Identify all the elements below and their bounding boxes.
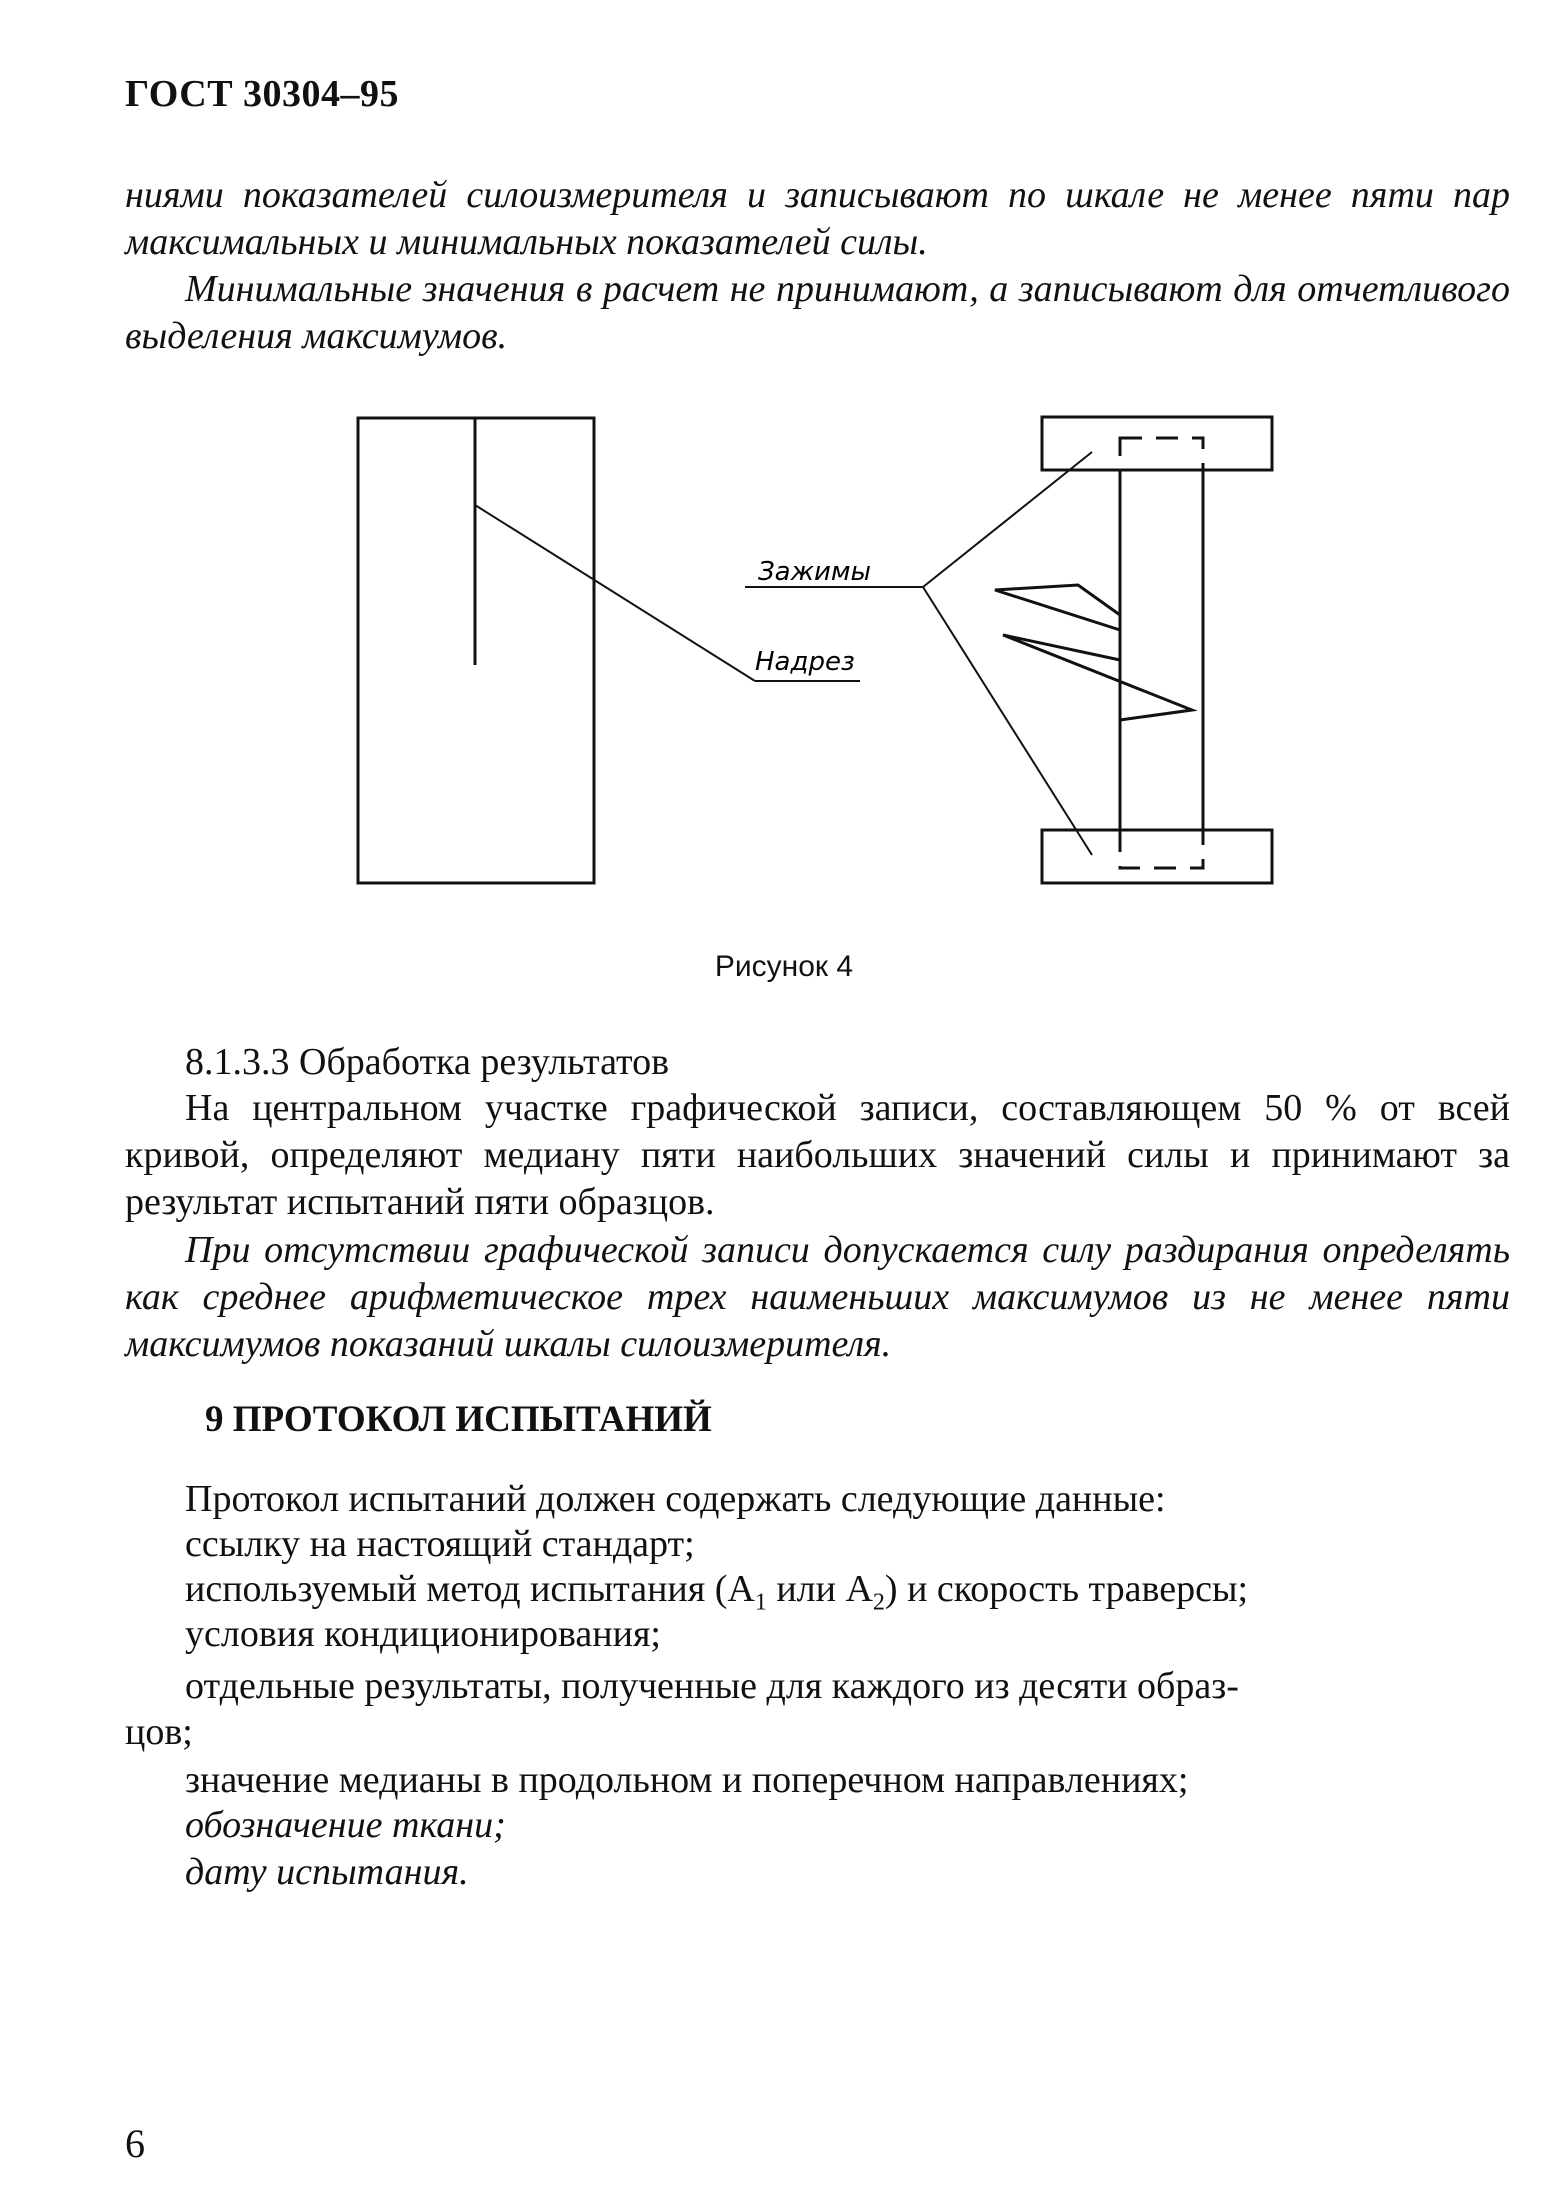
lower-clamp bbox=[1042, 830, 1272, 883]
protocol-item-fabric: обозначение ткани; bbox=[185, 1804, 506, 1846]
intro-paragraph-1: ниями показателей силоизмерителя и записывают по шкале не менее пяти пар максимальных и минимальных показателей силы. bbox=[125, 174, 1510, 263]
method-text-b: или А bbox=[766, 1568, 873, 1610]
method-sub-1: 1 bbox=[754, 1589, 767, 1616]
clamps-leader-lower bbox=[923, 587, 1092, 855]
torn-flap-upper bbox=[995, 585, 1120, 630]
protocol-item-median: значение медианы в продольном и поперечном направлениях; bbox=[185, 1759, 1189, 1801]
method-sub-2: 2 bbox=[872, 1589, 885, 1616]
notch-label: Надрез bbox=[755, 647, 855, 677]
notch-leader-line bbox=[475, 505, 755, 681]
subsection-title: 8.1.3.3 Обработка результатов bbox=[185, 1041, 670, 1083]
page-number: 6 bbox=[125, 2121, 145, 2166]
protocol-item-conditioning: условия кондиционирования; bbox=[185, 1613, 661, 1655]
figure-caption: Рисунок 4 bbox=[714, 950, 854, 983]
results-alt-paragraph: При отсутствии графической записи допускается силу раздирания определять как среднее арифметическое трех наименьших максимумов из не менее пяти максимумов показаний шкалы силоизмерителя. bbox=[125, 1229, 1510, 1365]
intro-paragraph-2: Минимальные значения в расчет не принимают, а записывают для отчетливого выделения максимумов. bbox=[125, 268, 1510, 357]
protocol-item-method bbox=[185, 1567, 1248, 1617]
protocol-intro-line: Протокол испытаний должен содержать следующие данные: bbox=[185, 1478, 1166, 1520]
protocol-item-date: дату испытания. bbox=[185, 1851, 469, 1893]
method-text-a: используемый метод испытания (А bbox=[185, 1568, 755, 1610]
section-9-title: 9 ПРОТОКОЛ ИСПЫТАНИЙ bbox=[205, 1399, 712, 1440]
protocol-item-results: отдельные результаты, полученные для каждого из десяти образ- bbox=[185, 1665, 1239, 1707]
dashed-specimen bbox=[1120, 438, 1203, 868]
figure-4-diagram bbox=[0, 0, 1568, 940]
clamps-label: Зажимы bbox=[758, 557, 872, 587]
document-header: ГОСТ 30304–95 bbox=[125, 73, 400, 115]
protocol-item-standard: ссылку на настоящий стандарт; bbox=[185, 1523, 695, 1565]
clamps-leader-upper bbox=[923, 452, 1092, 587]
protocol-item-results-cont: цов; bbox=[125, 1711, 193, 1753]
upper-clamp bbox=[1042, 417, 1272, 470]
results-paragraph: На центральном участке графической записи, составляющем 50 % от всей кривой, определяют медиану пяти наибольших значений силы и принимают за результат испытаний пяти образцов. bbox=[125, 1087, 1510, 1223]
torn-flap-lower bbox=[1003, 635, 1192, 720]
method-text-c: ) и скорость траверсы; bbox=[884, 1568, 1249, 1610]
